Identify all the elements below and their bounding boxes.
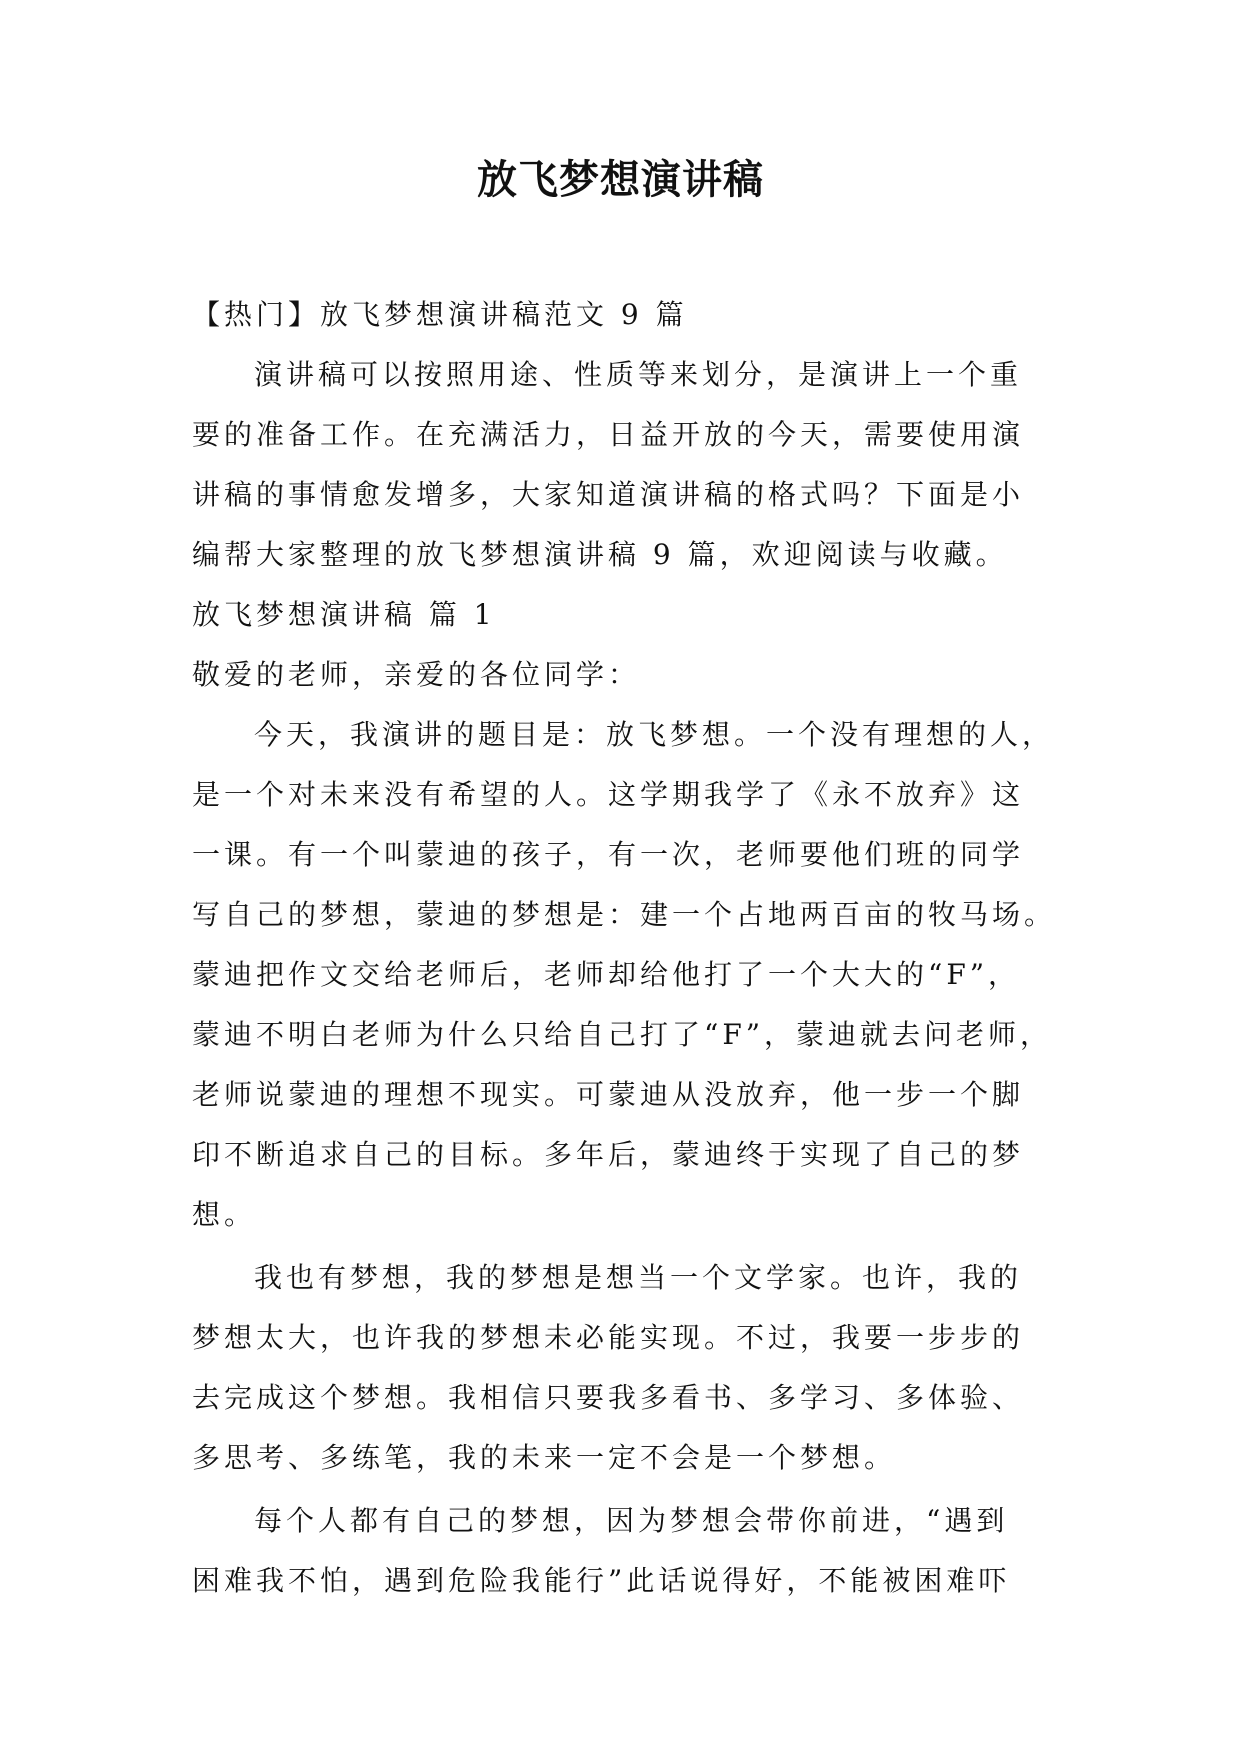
paragraph-line: 印不断追求自己的目标。多年后，蒙迪终于实现了自己的梦 — [192, 1138, 1025, 1171]
paragraph-line: 今天，我演讲的题目是：放飞梦想。一个没有理想的人， — [254, 718, 1055, 751]
paragraph-line: 是一个对未来没有希望的人。这学期我学了《永不放弃》这 — [192, 778, 1025, 811]
document-body — [192, 285, 1062, 1611]
paragraph-line: 想。 — [192, 1198, 257, 1231]
paragraph-line: 每个人都有自己的梦想，因为梦想会带你前进，“遇到 — [254, 1504, 1009, 1537]
paragraph-line: 蒙迪把作文交给老师后，老师却给他打了一个大大的“F”， — [192, 958, 1021, 991]
paragraph-line: 蒙迪不明白老师为什么只给自己打了“F”，蒙迪就去问老师， — [192, 1018, 1053, 1051]
paragraph-line: 多思考、多练笔，我的未来一定不会是一个梦想。 — [192, 1441, 897, 1474]
paragraph-line: 困难我不怕，遇到危险我能行”此话说得好，不能被困难吓 — [192, 1564, 1011, 1597]
paragraph-line: 我也有梦想，我的梦想是想当一个文学家。也许，我的 — [254, 1261, 1023, 1294]
paragraph-line: 写自己的梦想，蒙迪的梦想是：建一个占地两百亩的牧马场。 — [192, 898, 1057, 931]
paragraph-line: 编帮大家整理的放飞梦想演讲稿 9 篇，欢迎阅读与收藏。 — [192, 538, 1008, 571]
paragraph-line: 梦想太大，也许我的梦想未必能实现。不过，我要一步步的 — [192, 1321, 1025, 1354]
subtitle-line: 【热门】放飞梦想演讲稿范文 9 篇 — [192, 298, 688, 331]
document-title: 放飞梦想演讲稿 — [477, 156, 764, 203]
paragraph-line: 一课。有一个叫蒙迪的孩子，有一次，老师要他们班的同学 — [192, 838, 1025, 871]
section-heading: 放飞梦想演讲稿 篇 1 — [192, 598, 496, 631]
paragraph-line: 老师说蒙迪的理想不现实。可蒙迪从没放弃，他一步一个脚 — [192, 1078, 1025, 1111]
salutation-line: 敬爱的老师，亲爱的各位同学： — [192, 658, 641, 691]
paragraph-line: 要的准备工作。在充满活力，日益开放的今天，需要使用演 — [192, 418, 1025, 451]
paragraph-line: 演讲稿可以按照用途、性质等来划分，是演讲上一个重 — [254, 358, 1023, 391]
paragraph-line: 讲稿的事情愈发增多，大家知道演讲稿的格式吗？下面是小 — [192, 478, 1025, 511]
paragraph-line: 去完成这个梦想。我相信只要我多看书、多学习、多体验、 — [192, 1381, 1025, 1414]
